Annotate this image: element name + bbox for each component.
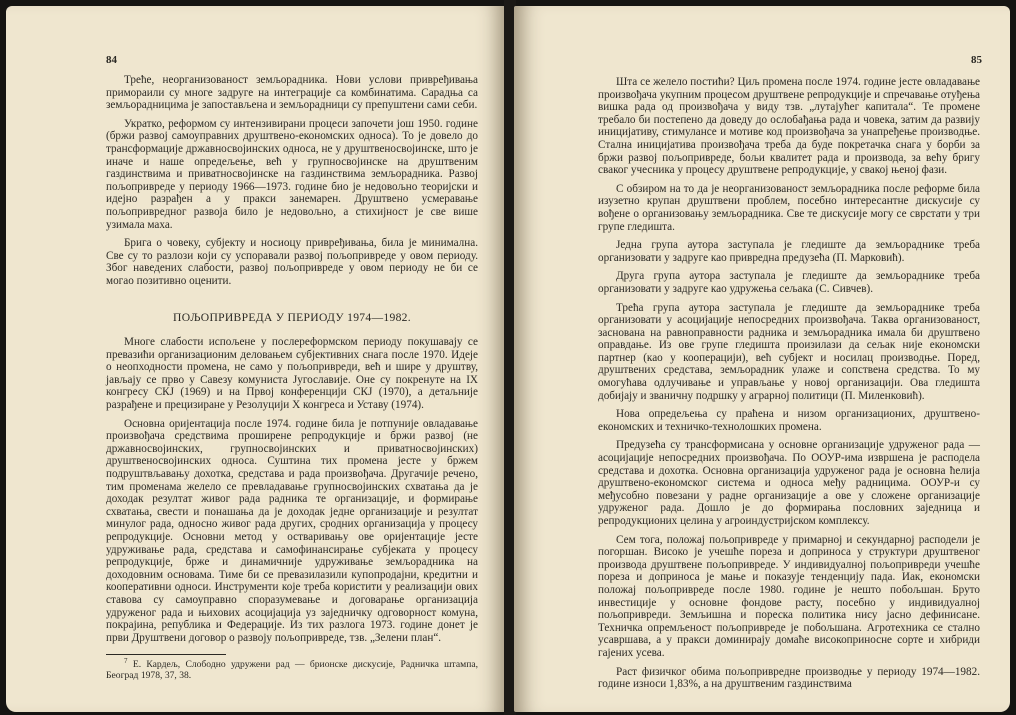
- paragraph: С обзиром на то да је неорганизованост земљорадника после реформе била изузетно крупан друштвени проблем, посебно интересантне дискусије су вођене о организовању земљорадника. Све те дискусије могу се сврстати у три групе гледишта.: [598, 182, 980, 233]
- paragraph: Многе слабости испољене у послереформском периоду покушавају се превазићи организационим деловањем субјективних снага после 1970. Идеје о неопходности промена, не само у пољопривреди, већ и шире у друштву, јављају се прво у Савезу комуниста Југославије. Оне су покренуте на IX конгресу СКЈ (1969) и на Првој конференцији СКЈ (1970), а детаљније разрађене и прецизиране у Резолуцији X конгреса и Уставу (1974).: [106, 336, 478, 412]
- right-page-body: [598, 76, 980, 697]
- paragraph: Предузећа су трансформисана у основне организације удруженог рада — асоцијације непосредних произвођача. По ООУР-има извршена је расподела средстава и дохотка. Основна организација удруженог рада је основна ћелија друштвено-економског система и односа међу радницима. ООУР-и су међусобно повезани у радне организације а ове у сложене организације удруженог рада. Дошло је до формирања пословних заједница и репродукционих целина у агроиндустријском комплексу.: [598, 439, 980, 527]
- paragraph: Трећа група аутора заступала је гледиште да земљораднике треба организовати у асоцијације непосредних произвођача. Таква организованост, заснована на равноправности радника и земљорадника имала би друштвено оправдање. Из ове групе гледишта произилази да сељак није економски партнер (као у кооперацији), већ субјект и носилац производње. Поред, друштвених средстава, земљорадник улаже и сопствена средства. То му омогућава одлучивање и управљање у новој организацији. Ова гледишта добијају и званичну подршку у аграрној политици (П. Миленковић).: [598, 301, 980, 402]
- footnote-rule: [106, 654, 226, 655]
- paragraph: Друга група аутора заступала је гледиште да земљораднике треба организовати у задруге као удружења сељака (С. Сивчев).: [598, 270, 980, 295]
- footnote: [106, 659, 478, 681]
- paragraph: Нова опредељења су праћена и низом организационих, друштвено-економских и техничко-технолошких промена.: [598, 408, 980, 433]
- paragraph-text: Основна оријентација после 1974. године била је потпуније овладавање произвођача средствима проширене репродукције и бржи развој (не државносвојинских, групносвојинских и приватносвојинских) друштвеносвојинских односа. Суштина тих промена јесте у бржем подруштвљавању дохотка, средстава и рада произвођача. Другачије речено, тим променама желело се превладавање групносвојинских схватања да је доходак резултат живог рада радника те организације, и формирање схватања, свести и понашања да је доходак једне организације и резултат минулог рада, односно живог рада других, сродних организација у процесу репродукције. Основни метод у остваривању ове оријентације јесте удруживање рада, средстава и самофинансирање субјеката у процесу репродукције, брже и динамичније удруживање земљорадника на доходовним основама. Тиме би се превазилазили купопродајни, кредитни и кооперативни односи. Инструменти које треба користити у реализацији ових ставова су самоуправно споразумевање и договарање организација удруженог рада и њихових асоцијација уз заједничку одговорност комуна, покрајина, република и Федерације. Из тих разлога 1973. године донет је први Друштвени договор о развоју пољопривреде, тзв. „Зелени план“.: [106, 417, 478, 644]
- footnote-text: Е. Кардељ, Слободно удружени рад — брионске дискусије, Радничка штампа, Београд 1978, 37, 38.: [106, 659, 478, 682]
- paragraph: Сем тога, положај пољопривреде у примарној и секундарној расподели је погоршан. Високо је учешће пореза и доприноса у структури друштвеног производа друштвене пољопривреде. У индивидуалној пољопривреди учешће пореза и доприноса је мање и показује тенденцију пада. Иак, економски положај пољопривреде после 1980. године је нешто побољшан. Бруто инвестиције у основне фондове расту, посебно у индивидуалној пољопривреди. Земљишна и пореска политика нису јасно дефинисане. Техничка опремљеност пољопривреде је побољшана. Агротехника се стално усавршава, а у пракси доминирају домаће високоприносне сорте и хибриди гајених усева.: [598, 533, 980, 659]
- page-number-left: 84: [106, 54, 117, 66]
- footnote-marker: 7: [124, 657, 128, 666]
- right-page: [514, 6, 1010, 712]
- paragraph: Шта се желело постићи? Циљ промена после 1974. године јесте овладавање произвођача укупним процесом друштвене репродукције и спречавање отуђења вишка рада од произвођача у виду тзв. „лутајућег капитала“. Те промене требало би постепено да доведу до ослобађања рада и човека, затим да развију иницијативу, стимулансе и мотиве код произвођача за унапређење производње. Стална иницијатива произвођача треба да буде покретачка снага у борби за бржи развој пољопривреде, бољи квалитет рада и производа, за већу бригу сваког учесника у процесу друштвене репродукције, у свакој њеној фази.: [598, 76, 980, 177]
- paragraph: Једна група аутора заступала је гледиште да земљораднике треба организовати у задруге као привредна предузећа (П. Марковић).: [598, 239, 980, 264]
- paragraph: [106, 418, 478, 645]
- section-title: ПОЉОПРИВРЕДА У ПЕРИОДУ 1974—1982.: [173, 310, 411, 324]
- paragraph: Треће, неорганизованост земљорадника. Нови услови привређивања примораили су многе задруге на интеграције са комбинатима. Сарадња са земљорадницима је запостављена и земљорадници су препуштени сами себи.: [106, 74, 478, 112]
- paragraph: Раст физичког обима пољопривредне производње у периоду 1974—1982. године износи 1,83%, а на друштвеним газдинствима: [598, 665, 980, 691]
- paragraph: Укратко, реформом су интензивирани процеси започети још 1950. године (бржи развој самоуправних друштвено-економских односа). То је довело до трансформације државносвојинских односа, не у друштвеносвојинске, што је иначе и наше опредељење, већ у групносвојинске на друштвеним газдинствима и приватносвојинске на газдинствима земљорадника. Развој пољопривреде у периоду 1966—1973. године био је недовољно теоријски и идејно разрађен а у пракси занемарен. Друштвено усмеравање пољопривредног развоја било је недовољно, а стихијност је све више узимала маха.: [106, 117, 478, 231]
- left-page-body: [106, 74, 478, 681]
- paragraph: Брига о човеку, субјекту и носиоцу привређивања, била је минимална. Све су то разлози који су успоравали развој пољопривреде у овом периоду. Због наведених слабости, развој пољопривреде у овом периоду не би се могао позитивно оценити.: [106, 237, 478, 287]
- left-page: [6, 6, 506, 712]
- page-number-right: 85: [971, 54, 982, 66]
